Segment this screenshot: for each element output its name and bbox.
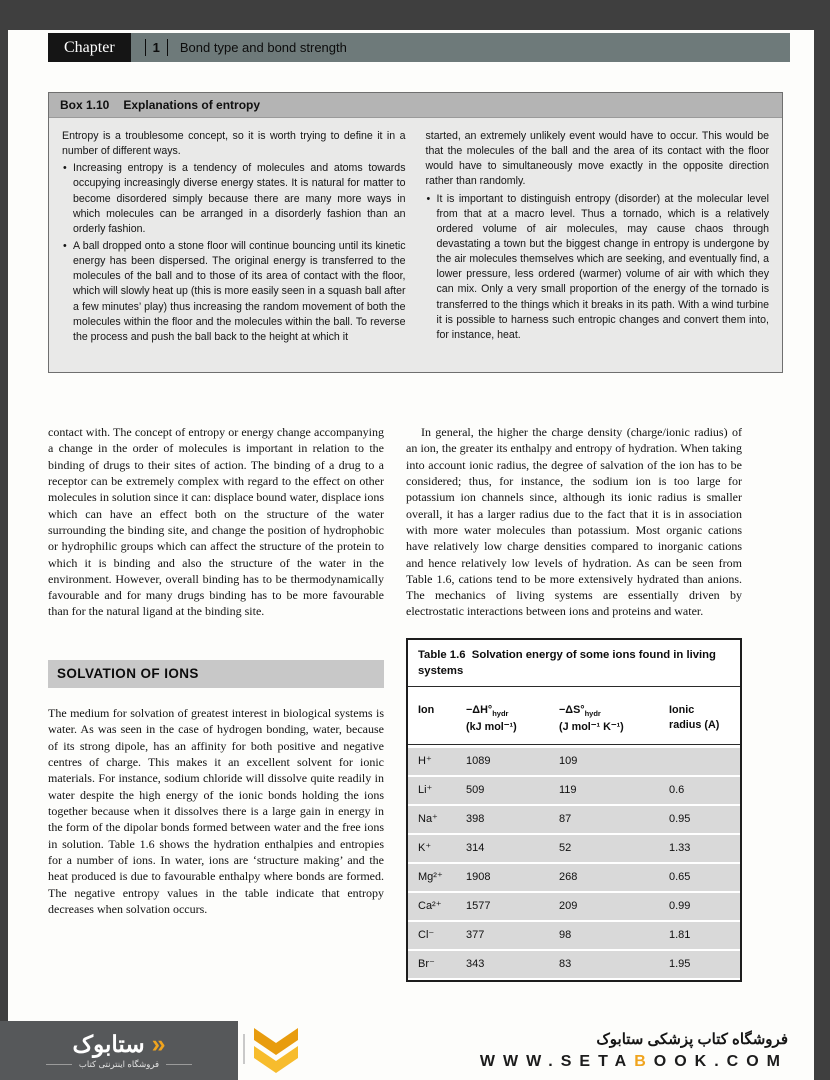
table-row [408,893,740,920]
cell-radius: 0.95 [669,813,691,826]
table-header-row [408,687,740,745]
table-row [408,864,740,891]
table-title [408,640,740,688]
table-row [408,922,740,949]
url-pre: WWW.SETA [479,1053,635,1070]
cell-radius: 0.99 [669,899,691,912]
cell-ion: H⁺ [418,755,432,768]
cell-entropy: 109 [559,755,578,768]
cell-enthalpy: 1908 [466,871,491,884]
cell-radius [669,754,740,769]
footer-store-info [480,1030,788,1071]
box-title: Explanations of entropy [123,98,261,112]
box-bullet-item [62,239,406,345]
cell-entropy: 52 [559,842,572,855]
entropy-box-body [49,118,782,372]
chapter-title: Bond type and bond strength [179,40,347,55]
cell-entropy: 83 [559,957,572,970]
footer-divider-line [243,1034,245,1064]
column-header-entropy: $-\Delta S^\circ_{hydr}$ (J mol⁻¹ K⁻¹) [559,704,624,733]
cell-entropy: 119 [559,784,577,797]
cell-ion: Mg²⁺ [418,871,443,884]
cell-ion: Br⁻ [418,957,435,970]
cell-radius: 1.81 [669,928,691,941]
bullet-text: A ball dropped onto a stone floor will continue bouncing until its kinetic energy has been dispersed. The original energy is transferred to the molecules of the ball and to those of its area of contact with the floor, which will slowly heat up (this is more easily seen in a squash ball after a few minutes’ play) thus increasing the random movement of both the molecules within the floor and the molecules within the ball. To reverse the process and push the ball back to the height at which it [73,239,406,343]
url-post: OOK.COM [653,1053,788,1070]
box-bullet-item [426,192,770,343]
body-paragraph: The medium for solvation of greatest interest in biological systems is water. As was seen in the case of hydrogen bonding, water, because of its strong dipole, has an affinity for both positive and negative centres of charge. This makes it an excellent solvent for ionic materials. For instance, sodium chloride will dissolve quite readily in water despite the high energy of the ionic bonds holding the ions together because when it dissolves there is a large gain in energy in the form of the dipolar bonds formed between water and the free ions in solution. Table 1.6 shows the hydration enthalpies and entropies for a number of ions. In water, ions are ‘structure making’ and the heat produced is due to favourable enthalpy where bonds are formed. The negative entropy values in the table indicate that entropy decreases when solvation occurs. [48,706,384,916]
entropy-box-header [49,93,782,118]
table-row [408,748,740,775]
chapter-label: Chapter [48,33,131,62]
cell-radius: 0.65 [669,871,691,884]
column-header-radius: Ionic radius (A) [669,704,720,731]
cell-enthalpy: 1577 [466,899,491,912]
url-highlight-letter: B [634,1053,654,1070]
bullet-text: It is important to distinguish entropy (disorder) at the molecular level from that at a macro level. Thus a tornado, which is a relatively ordered volume of air molecules, may cause chaos through devastating a town but the biggest change in entropy is undergone by the air molecules themselves which are seeking, and eventually find, a lower pressure, less ordered (warmer) volume of air with which they can mix. Only a very small proportion of the energy of the tornado is transferred to the things which it breaks in its path. With a wind turbine it is possible to harness such entropic changes and convert them into, for instance, heat. [436,192,769,341]
box-right-column [426,129,770,358]
cell-radius: 1.33 [669,842,691,855]
store-url [480,1053,788,1071]
table-row [408,806,740,833]
logo-chevron-icon: « [151,1029,166,1058]
cell-ion: Na⁺ [418,813,438,826]
table-row [408,951,740,978]
cell-enthalpy: 509 [466,784,485,797]
setabook-logo [72,1029,166,1058]
entropy-box [48,92,783,373]
table-title-text: Solvation energy of some ions found in living systems [418,648,716,677]
box-left-column [62,129,406,358]
logo-wordmark: ستابوک [72,1030,145,1057]
cell-ion: Li⁺ [418,784,433,797]
column-header-ion: Ion [418,704,435,717]
box-continuation-paragraph: started, an extremely unlikely event would have to occur. This would be that the molecules of the ball and the area of its contact with the floor would have to simultaneously move exactly in the opposite direction rather than randomly. [425,130,769,188]
box-label: Box 1.10 [60,98,110,112]
cell-radius: 1.95 [669,957,691,970]
section-heading-solvation: SOLVATION OF IONS [48,660,384,688]
cell-entropy: 268 [559,871,578,884]
box-bullet-item [62,161,406,237]
cell-radius: 0.6 [669,784,685,797]
cell-enthalpy: 314 [466,842,485,855]
cell-entropy: 209 [559,899,578,912]
body-columns [48,424,742,982]
bullet-text: Increasing entropy is a tendency of molecules and atoms towards occupying increasingly diverse energy states. It is natural for matter to become disordered simply because there are many more ways in which molecules can be arranged in a disorderly fashion than an orderly fashion. [73,162,406,235]
cell-ion: Ca²⁺ [418,899,442,912]
cell-ion: Cl⁻ [418,928,435,941]
double-chevron-icon [253,1027,299,1075]
book-page [8,30,814,1080]
chapter-header-right [131,33,347,62]
cell-entropy: 98 [559,928,572,941]
logo-tagline-text: فروشگاه اینترنتی کتاب [78,1058,160,1069]
column-header-enthalpy: $-\Delta H^\circ_{hydr}$ (kJ mol⁻¹) [466,704,517,733]
box-intro-paragraph: Entropy is a troublesome concept, so it is worth trying to define it in a number of different ways. [62,130,406,158]
cell-entropy: 87 [559,813,572,826]
chapter-number: 1 [145,39,168,56]
chapter-header-bar [48,33,790,62]
cell-enthalpy: 343 [466,957,485,970]
body-paragraph: contact with. The concept of entropy or energy change accompanying a change in the order of molecules is important in relation to the binding of drugs to their sites of action. The binding of a drug to a receptor can be extremely complex with regard to the effect on other molecules in solution since it can: displace bound water, displace ions which can have an effect both on the structure of the water surrounding the binding site, and change the position of hydrophobic or hydrophilic groups which can affect the structure of the protein to which it is binding and also the structure of the water in the environment. However, overall binding has to be thermodynamically favourable and for many drugs binding has to be more favourable than for the natural ligand at the binding site. [48,425,384,619]
table-title-label: Table 1.6 [418,648,466,661]
setabook-logo-box [0,1021,238,1080]
logo-tagline [46,1059,192,1070]
table-body [408,745,740,980]
cell-enthalpy: 1089 [466,755,491,768]
store-name-text: فروشگاه کتاب پزشکی ستابوک [596,1031,788,1048]
cell-enthalpy: 398 [466,813,485,826]
table-row [408,835,740,862]
body-right-column [406,424,742,982]
body-paragraph: In general, the higher the charge density (charge/ionic radius) of an ion, the greater its enthalpy and entropy of hydration. When taking into account ionic radius, the degree of salvation of the ion has to be considered; thus, for instance, the sodium ion is too large for potassium ion channels since, although its ionic radius is smaller overall, it has a larger radius due to the fact that it is in association with more water molecules than potassium. Most organic cations have relatively low charge densities compared to inorganic cations and hence relatively low levels of hydration. As can be seen from Table 1.6, cations tend to be more extensively hydrated than anions. The mechanics of living systems are essentially driven by electrostatic interactions between ions and proteins and water. [406,425,742,619]
table-row [408,777,740,804]
table-1-6 [406,638,742,982]
body-left-column [48,424,384,982]
cell-ion: K⁺ [418,842,432,855]
cell-enthalpy: 377 [466,928,485,941]
